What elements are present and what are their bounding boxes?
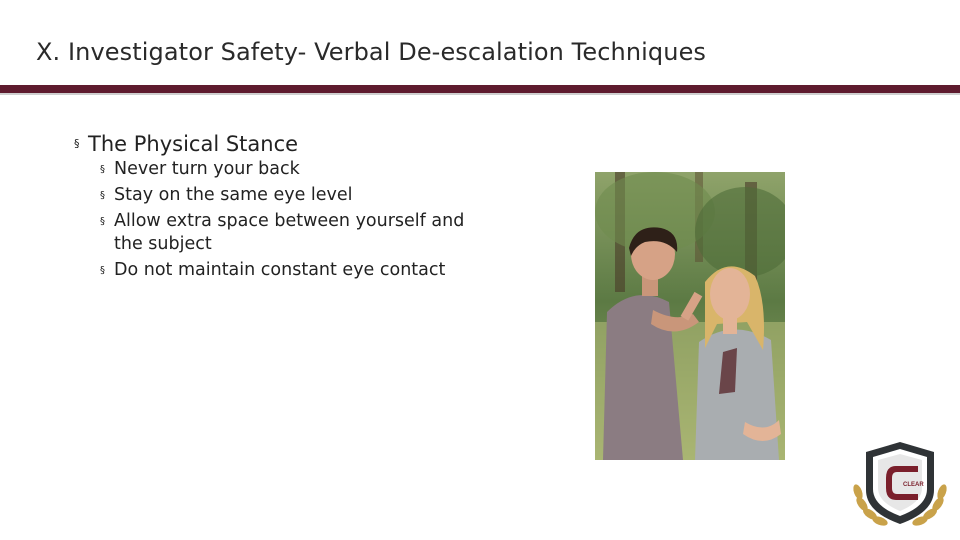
heading-item: [74, 130, 494, 158]
list-item-text: Allow extra space between yourself and the subject: [114, 211, 465, 254]
list-item: [100, 210, 494, 256]
logo-text: CLEAR: [903, 482, 924, 488]
square-bullet-icon: §: [100, 265, 105, 276]
square-bullet-icon: §: [100, 164, 105, 175]
list-item-text: Stay on the same eye level: [114, 185, 353, 205]
list-item-text: Never turn your back: [114, 159, 300, 179]
photo-two-people: [595, 172, 785, 460]
title-divider-shadow: [0, 93, 960, 95]
clear-shield-laurel-icon: [848, 440, 952, 532]
slide-title: X. Investigator Safety- Verbal De-escalation Techniques: [36, 38, 707, 66]
clear-logo: [848, 440, 952, 532]
list-item: [100, 158, 494, 181]
bullet-content: [74, 130, 494, 285]
square-bullet-icon: §: [100, 190, 105, 201]
photo-illustration: [595, 172, 785, 460]
list-item-text: Do not maintain constant eye contact: [114, 260, 446, 280]
square-bullet-icon: §: [74, 137, 80, 150]
list-item: [100, 259, 494, 282]
heading-text: The Physical Stance: [88, 132, 299, 156]
title-divider: [0, 85, 960, 93]
sub-bullet-list: [74, 158, 494, 282]
list-item: [100, 184, 494, 207]
square-bullet-icon: §: [100, 216, 105, 227]
